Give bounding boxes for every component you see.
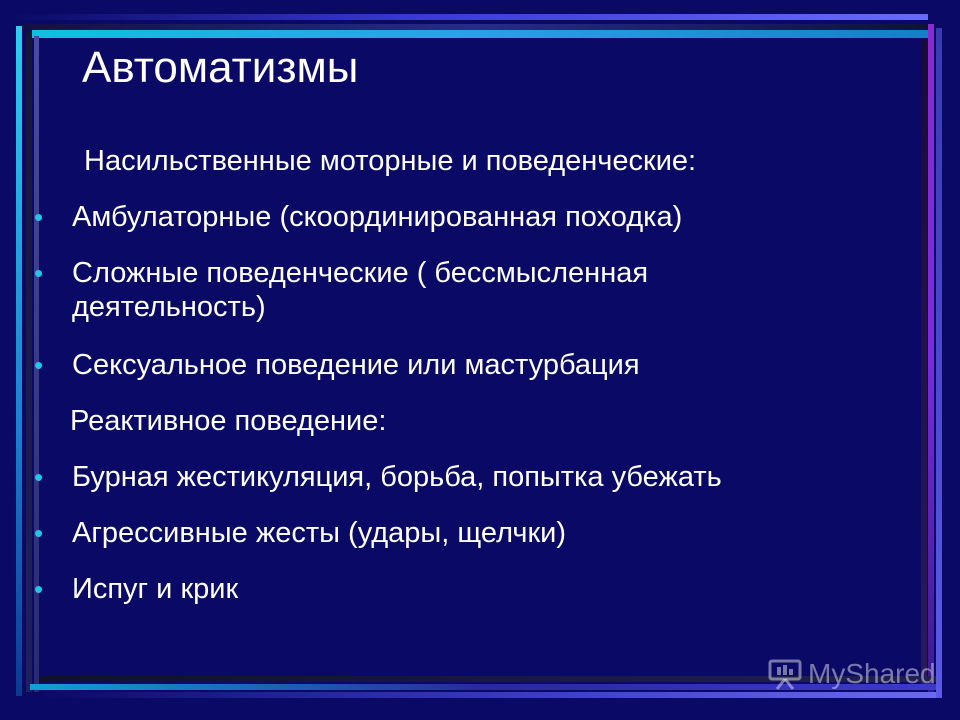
bullet-icon: •: [34, 518, 44, 548]
frame-bar-top-inner: [32, 30, 928, 38]
list-item-text: Реактивное поведение:: [70, 405, 387, 437]
bullet-icon: •: [34, 258, 44, 288]
list-item: [30, 516, 910, 550]
list-item: [30, 404, 910, 438]
list-item-text: Амбулаторные (скоординированная походка): [72, 201, 683, 233]
frame-bar-top-outer: [14, 14, 928, 20]
frame-bar-right-middle: [928, 24, 934, 694]
frame-bar-right-inner: [921, 40, 927, 690]
list-item-text: Сексуальное поведение или мастурбация: [72, 349, 640, 381]
slide-body: [30, 144, 910, 606]
list-item: [30, 256, 910, 290]
bullet-icon: •: [34, 574, 44, 604]
list-item-text: Агрессивные жесты (удары, щелчки): [72, 517, 567, 549]
list-item-text: деятельность): [72, 291, 266, 323]
bullet-icon: •: [34, 350, 44, 380]
list-item-continuation: [30, 290, 910, 324]
list-item: [30, 572, 910, 606]
list-item-text: Насильственные моторные и поведенческие:: [84, 145, 697, 177]
list-item: [30, 144, 910, 178]
list-item: [30, 460, 910, 494]
list-item-text: Сложные поведенческие ( бессмысленная: [72, 257, 649, 289]
watermark-text: MyShared: [808, 658, 936, 689]
projector-screen-icon: [768, 658, 802, 690]
frame-bar-right-outer: [936, 28, 942, 698]
list-item-text: Испуг и крик: [72, 573, 239, 605]
list-item: [30, 348, 910, 382]
bullet-icon: •: [34, 202, 44, 232]
watermark-logo: [768, 654, 940, 694]
bullet-icon: •: [34, 462, 44, 492]
slide-title: Автоматизмы: [82, 43, 359, 92]
frame-bar-left-outer: [16, 26, 22, 696]
list-item: [30, 200, 910, 234]
list-item-text: Бурная жестикуляция, борьба, попытка убежать: [72, 461, 722, 493]
